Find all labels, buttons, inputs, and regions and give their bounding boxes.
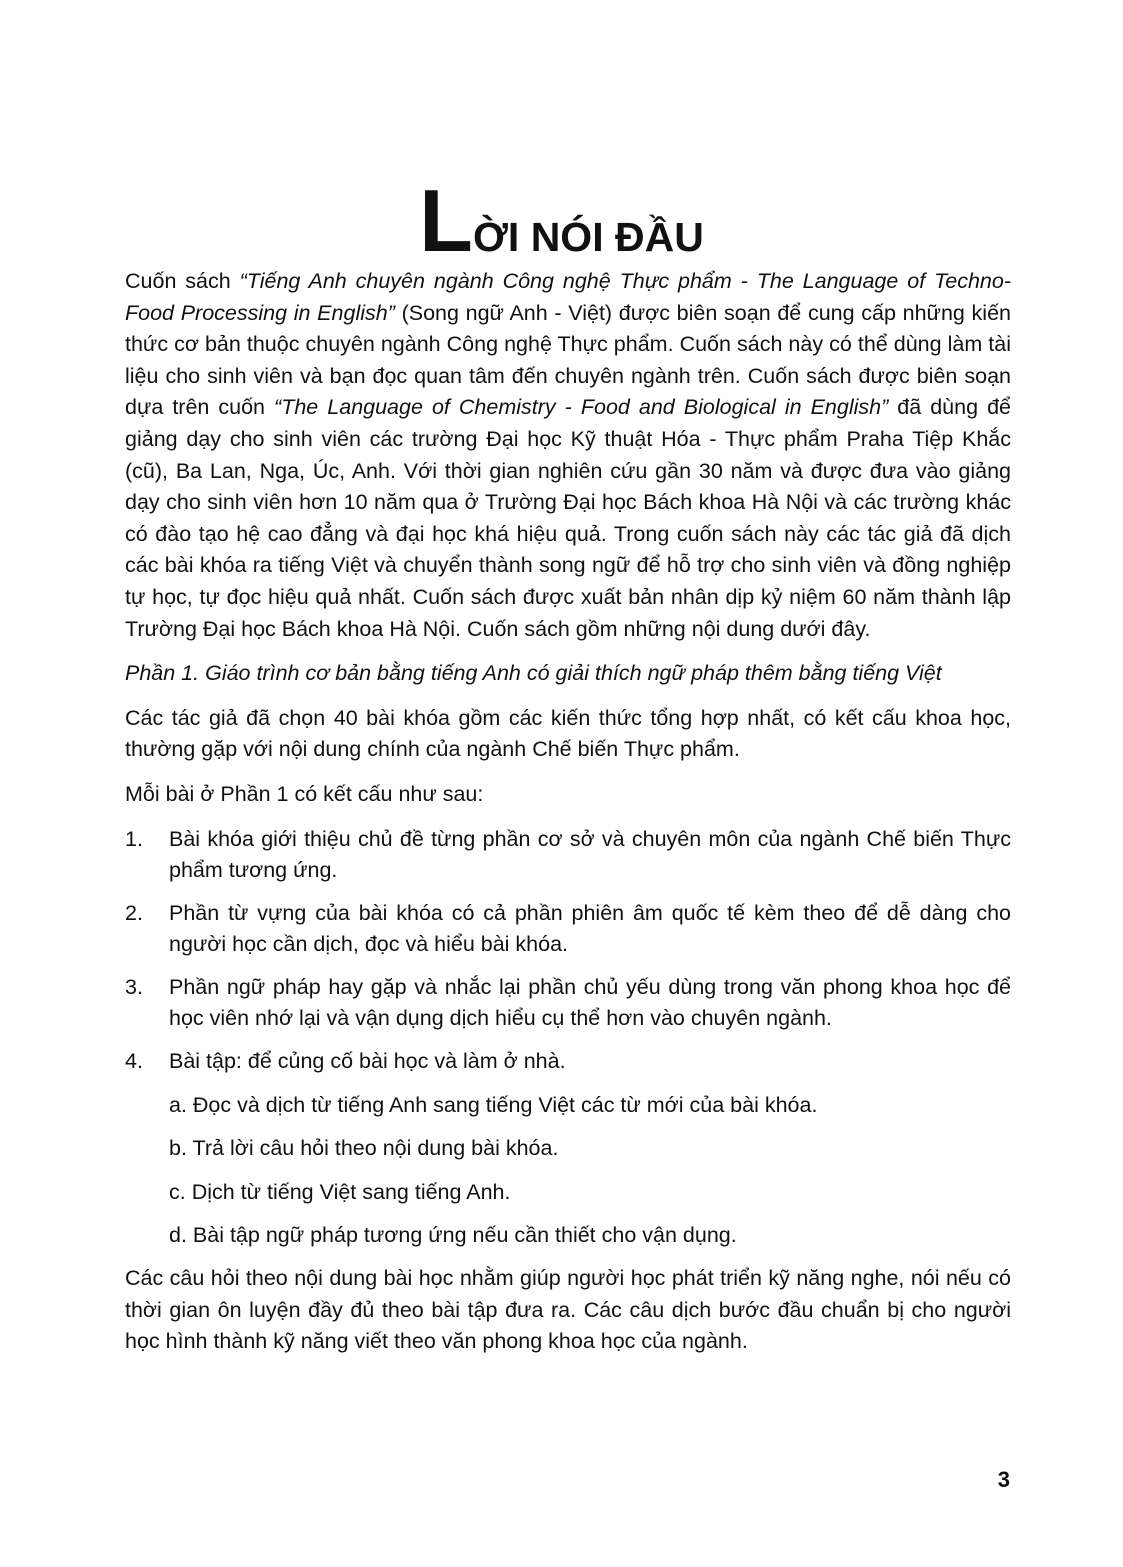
list-item-text: Bài khóa giới thiệu chủ đề từng phần cơ sở và chuyên môn của ngành Chế biến Thực phẩm tương ứng. (169, 826, 1011, 883)
title-rest: ỜI NÓI ĐẦU (472, 214, 704, 261)
book-title-source: “The Language of Chemistry - Food and Biological in English” (274, 395, 889, 420)
list-item-number: 3. (125, 974, 143, 999)
part1-heading: Phần 1. Giáo trình cơ bản bằng tiếng Anh có giải thích ngữ pháp thêm bằng tiếng Việt (125, 661, 942, 686)
list-item (125, 824, 1011, 887)
structure-intro: Mỗi bài ở Phần 1 có kết cấu như sau: (125, 781, 484, 806)
structure-list (125, 824, 1011, 1253)
part1-description: Các tác giả đã chọn 40 bài khóa gồm các kiến thức tổng hợp nhất, có kết cấu khoa học, thường gặp với nội dung chính của ngành Chế biến Thực phẩm. (125, 705, 1011, 762)
intro-text-2: (Song ngữ Anh - Việt) được biên soạn để cung cấp những kiến thức cơ bản thuộc chuyên ngành Công nghệ Thực phẩm. Cuốn sách này có thể dùng làm tài liệu cho sinh viên và bạn đọc quan tâm đến chuyên ngành trên. Cuốn sách được biên soạn dựa trên cuốn (125, 300, 1011, 420)
list-item (125, 1046, 1011, 1252)
exercise-sublist (169, 1090, 1011, 1252)
intro-text-3: đã dùng để giảng dạy cho sinh viên các trường Đại học Kỹ thuật Hóa - Thực phẩm Praha Tiệp Khắc (cũ), Ba Lan, Nga, Úc, Anh. Với thời gian nghiên cứu gần 30 năm và được đưa vào giảng dạy cho sinh viên hơn 10 năm qua ở Trường Đại học Bách khoa Hà Nội và các trường khác có đào tạo hệ cao đẳng và đại học khá hiệu quả. Trong cuốn sách này các tác giả đã dịch các bài khóa ra tiếng Việt và chuyển thành song ngữ để hỗ trợ cho sinh viên và đồng nghiệp tự học, tự đọc hiệu quả nhất. Cuốn sách được xuất bản nhân dịp kỷ niệm 60 năm thành lập Trường Đại học Bách khoa Hà Nội. Cuốn sách gồm những nội dung dưới đây. (125, 395, 1011, 641)
sub-list-item: a. Đọc và dịch từ tiếng Anh sang tiếng Việt các từ mới của bài khóa. (169, 1092, 818, 1117)
list-item-text: Bài tập: để củng cố bài học và làm ở nhà. (169, 1049, 566, 1074)
intro-text-1: Cuốn sách (125, 269, 240, 293)
list-item (125, 972, 1011, 1035)
list-item-number: 2. (125, 900, 143, 925)
list-item-text: Phần ngữ pháp hay gặp và nhắc lại phần chủ yếu dùng trong văn phong khoa học để học viên nhớ lại và vận dụng dịch hiểu cụ thể hơn vào chuyên ngành. (169, 974, 1011, 1031)
list-item-number: 1. (125, 826, 143, 851)
sub-list-item: c. Dịch từ tiếng Việt sang tiếng Anh. (169, 1179, 511, 1204)
list-item (125, 898, 1011, 961)
closing-paragraph: Các câu hỏi theo nội dung bài học nhằm giúp người học phát triển kỹ năng nghe, nói nếu có thời gian ôn luyện đầy đủ theo bài tập đưa ra. Các câu dịch bước đầu chuẩn bị cho người học hình thành kỹ năng viết theo văn phong khoa học của ngành. (125, 1266, 1011, 1354)
list-item-text: Phần từ vựng của bài khóa có cả phần phiên âm quốc tế kèm theo để dễ dàng cho người học cần dịch, đọc và hiểu bài khóa. (169, 900, 1011, 957)
page-number: 3 (997, 1467, 1010, 1492)
book-title-vi: “Tiếng Anh chuyên ngành Công nghệ Thực phẩm - The Language of Techno-Food Processing in English” (125, 269, 1011, 325)
sub-list-item: d. Bài tập ngữ pháp tương ứng nếu cần thiết cho vận dụng. (169, 1223, 737, 1248)
title-initial: L (419, 171, 473, 271)
intro-paragraph (125, 266, 1011, 645)
sub-list-item: b. Trả lời câu hỏi theo nội dung bài khóa. (169, 1136, 559, 1161)
main-content (125, 266, 1011, 1371)
list-item-number: 4. (125, 1049, 143, 1074)
